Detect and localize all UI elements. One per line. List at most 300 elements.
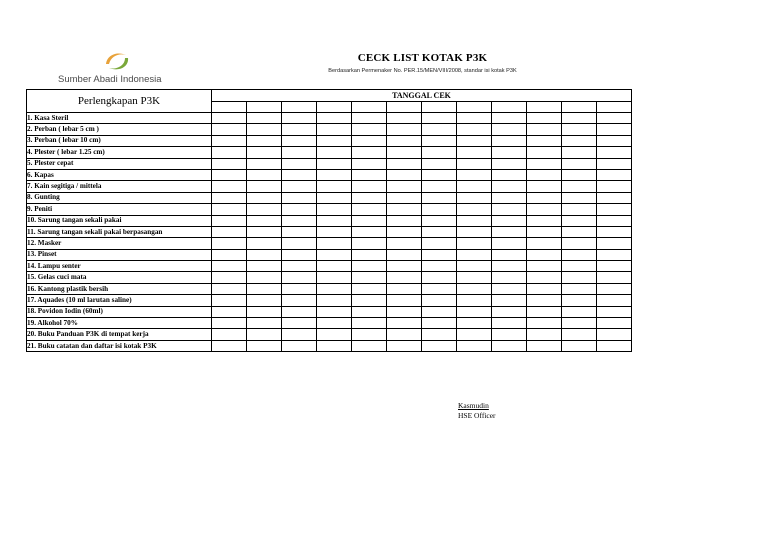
- check-cell[interactable]: [317, 158, 352, 169]
- check-cell[interactable]: [352, 318, 387, 329]
- check-cell[interactable]: [247, 113, 282, 124]
- check-cell[interactable]: [422, 158, 457, 169]
- table-row: [27, 147, 632, 158]
- table-row: [27, 204, 632, 215]
- table-row: [27, 329, 632, 340]
- check-cell[interactable]: [562, 226, 597, 237]
- check-cell[interactable]: [387, 318, 422, 329]
- table-row: [27, 249, 632, 260]
- check-cell[interactable]: [247, 204, 282, 215]
- check-cell[interactable]: [282, 124, 317, 135]
- check-cell[interactable]: [562, 158, 597, 169]
- date-subheader-cell: [562, 101, 597, 113]
- check-cell[interactable]: [387, 215, 422, 226]
- check-cell[interactable]: [562, 306, 597, 317]
- check-cell[interactable]: [352, 124, 387, 135]
- checklist-item: 2. Perban ( lebar 5 cm ): [27, 124, 212, 135]
- check-cell[interactable]: [212, 295, 247, 306]
- check-cell[interactable]: [282, 147, 317, 158]
- check-cell[interactable]: [597, 169, 632, 180]
- check-cell[interactable]: [352, 295, 387, 306]
- check-cell[interactable]: [597, 340, 632, 351]
- check-cell[interactable]: [492, 158, 527, 169]
- check-cell[interactable]: [562, 318, 597, 329]
- check-cell[interactable]: [562, 147, 597, 158]
- check-cell[interactable]: [527, 181, 562, 192]
- check-cell[interactable]: [247, 306, 282, 317]
- check-cell[interactable]: [352, 283, 387, 294]
- check-cell[interactable]: [212, 158, 247, 169]
- check-cell[interactable]: [282, 238, 317, 249]
- checklist-item: 9. Peniti: [27, 204, 212, 215]
- check-cell[interactable]: [492, 283, 527, 294]
- check-cell[interactable]: [597, 295, 632, 306]
- check-cell[interactable]: [212, 340, 247, 351]
- check-cell[interactable]: [282, 181, 317, 192]
- check-cell[interactable]: [352, 329, 387, 340]
- table-row: [27, 272, 632, 283]
- check-cell[interactable]: [317, 318, 352, 329]
- check-cell[interactable]: [492, 340, 527, 351]
- check-cell[interactable]: [387, 261, 422, 272]
- check-cell[interactable]: [597, 135, 632, 146]
- checklist-item: 8. Gunting: [27, 192, 212, 203]
- check-cell[interactable]: [212, 124, 247, 135]
- check-cell[interactable]: [562, 113, 597, 124]
- check-cell[interactable]: [562, 249, 597, 260]
- check-cell[interactable]: [527, 340, 562, 351]
- date-subheader-cell: [212, 101, 247, 113]
- check-cell[interactable]: [562, 215, 597, 226]
- check-cell[interactable]: [562, 261, 597, 272]
- check-cell[interactable]: [597, 215, 632, 226]
- check-cell[interactable]: [422, 192, 457, 203]
- check-cell[interactable]: [387, 204, 422, 215]
- date-subheader-cell: [492, 101, 527, 113]
- check-cell[interactable]: [527, 158, 562, 169]
- check-cell[interactable]: [492, 113, 527, 124]
- check-cell[interactable]: [212, 147, 247, 158]
- check-cell[interactable]: [492, 147, 527, 158]
- check-cell[interactable]: [387, 135, 422, 146]
- company-name: Sumber Abadi Indonesia: [58, 74, 162, 85]
- check-cell[interactable]: [422, 113, 457, 124]
- check-cell[interactable]: [317, 147, 352, 158]
- check-cell[interactable]: [282, 261, 317, 272]
- check-cell[interactable]: [387, 249, 422, 260]
- check-cell[interactable]: [527, 283, 562, 294]
- check-cell[interactable]: [457, 329, 492, 340]
- check-cell[interactable]: [422, 249, 457, 260]
- check-cell[interactable]: [317, 261, 352, 272]
- check-cell[interactable]: [492, 215, 527, 226]
- check-cell[interactable]: [212, 329, 247, 340]
- check-cell[interactable]: [422, 306, 457, 317]
- check-cell[interactable]: [352, 181, 387, 192]
- check-cell[interactable]: [317, 215, 352, 226]
- check-cell[interactable]: [562, 169, 597, 180]
- check-cell[interactable]: [282, 158, 317, 169]
- check-cell[interactable]: [212, 226, 247, 237]
- checklist-item: 12. Masker: [27, 238, 212, 249]
- check-cell[interactable]: [317, 283, 352, 294]
- check-cell[interactable]: [352, 192, 387, 203]
- check-cell[interactable]: [247, 124, 282, 135]
- check-cell[interactable]: [492, 238, 527, 249]
- date-subheader-cell: [527, 101, 562, 113]
- check-cell[interactable]: [527, 147, 562, 158]
- check-cell[interactable]: [247, 158, 282, 169]
- check-cell[interactable]: [422, 147, 457, 158]
- check-cell[interactable]: [597, 147, 632, 158]
- check-cell[interactable]: [422, 215, 457, 226]
- checklist-item: 18. Povidon Iodin (60ml): [27, 306, 212, 317]
- check-cell[interactable]: [282, 283, 317, 294]
- check-cell[interactable]: [212, 306, 247, 317]
- check-cell[interactable]: [247, 238, 282, 249]
- table-row: [27, 295, 632, 306]
- check-cell[interactable]: [562, 295, 597, 306]
- check-cell[interactable]: [247, 226, 282, 237]
- check-cell[interactable]: [282, 215, 317, 226]
- check-cell[interactable]: [212, 283, 247, 294]
- check-cell[interactable]: [422, 340, 457, 351]
- check-cell[interactable]: [457, 295, 492, 306]
- check-cell[interactable]: [492, 226, 527, 237]
- check-cell[interactable]: [597, 329, 632, 340]
- check-cell[interactable]: [562, 238, 597, 249]
- checklist-item: 13. Pinset: [27, 249, 212, 260]
- check-cell[interactable]: [212, 113, 247, 124]
- check-cell[interactable]: [562, 272, 597, 283]
- check-cell[interactable]: [597, 272, 632, 283]
- check-cell[interactable]: [282, 169, 317, 180]
- check-cell[interactable]: [422, 283, 457, 294]
- check-cell[interactable]: [387, 226, 422, 237]
- check-cell[interactable]: [422, 135, 457, 146]
- check-cell[interactable]: [212, 272, 247, 283]
- table-row: [27, 192, 632, 203]
- check-cell[interactable]: [527, 295, 562, 306]
- check-cell[interactable]: [247, 135, 282, 146]
- check-cell[interactable]: [352, 135, 387, 146]
- check-cell[interactable]: [317, 329, 352, 340]
- check-cell[interactable]: [352, 158, 387, 169]
- check-cell[interactable]: [527, 249, 562, 260]
- check-cell[interactable]: [247, 192, 282, 203]
- table-row: [27, 226, 632, 237]
- check-cell[interactable]: [562, 181, 597, 192]
- check-cell[interactable]: [422, 204, 457, 215]
- check-cell[interactable]: [387, 283, 422, 294]
- check-cell[interactable]: [352, 306, 387, 317]
- check-cell[interactable]: [597, 238, 632, 249]
- check-cell[interactable]: [597, 283, 632, 294]
- checklist-item: 6. Kapas: [27, 169, 212, 180]
- check-cell[interactable]: [317, 169, 352, 180]
- check-cell[interactable]: [247, 215, 282, 226]
- check-cell[interactable]: [317, 192, 352, 203]
- check-cell[interactable]: [457, 283, 492, 294]
- check-cell[interactable]: [282, 113, 317, 124]
- check-cell[interactable]: [457, 124, 492, 135]
- check-cell[interactable]: [492, 135, 527, 146]
- checklist-item: 7. Kain segitiga / mittela: [27, 181, 212, 192]
- check-cell[interactable]: [352, 249, 387, 260]
- check-cell[interactable]: [527, 306, 562, 317]
- check-cell[interactable]: [282, 306, 317, 317]
- check-cell[interactable]: [422, 329, 457, 340]
- check-cell[interactable]: [387, 124, 422, 135]
- check-cell[interactable]: [247, 283, 282, 294]
- check-cell[interactable]: [562, 329, 597, 340]
- check-cell[interactable]: [317, 226, 352, 237]
- check-cell[interactable]: [422, 226, 457, 237]
- check-cell[interactable]: [282, 249, 317, 260]
- check-cell[interactable]: [422, 261, 457, 272]
- check-cell[interactable]: [597, 192, 632, 203]
- check-cell[interactable]: [212, 192, 247, 203]
- check-cell[interactable]: [317, 340, 352, 351]
- check-cell[interactable]: [457, 135, 492, 146]
- page-title: CECK LIST KOTAK P3K: [357, 52, 488, 64]
- check-cell[interactable]: [597, 261, 632, 272]
- check-cell[interactable]: [212, 238, 247, 249]
- signature-role: HSE Officer: [458, 411, 496, 420]
- check-cell[interactable]: [597, 158, 632, 169]
- check-cell[interactable]: [562, 192, 597, 203]
- check-cell[interactable]: [492, 318, 527, 329]
- check-cell[interactable]: [282, 226, 317, 237]
- check-cell[interactable]: [457, 181, 492, 192]
- check-cell[interactable]: [282, 272, 317, 283]
- check-cell[interactable]: [422, 295, 457, 306]
- check-cell[interactable]: [352, 238, 387, 249]
- checklist-item: 21. Buku catatan dan daftar isi kotak P3K: [27, 340, 212, 351]
- checklist-item: 1. Kasa Steril: [27, 113, 212, 124]
- check-cell[interactable]: [492, 249, 527, 260]
- table-row: [27, 124, 632, 135]
- check-cell[interactable]: [387, 329, 422, 340]
- checklist-item: 19. Alkohol 70%: [27, 318, 212, 329]
- table-row: [27, 215, 632, 226]
- check-cell[interactable]: [282, 295, 317, 306]
- check-cell[interactable]: [387, 295, 422, 306]
- check-cell[interactable]: [597, 249, 632, 260]
- check-cell[interactable]: [422, 318, 457, 329]
- check-cell[interactable]: [597, 226, 632, 237]
- check-cell[interactable]: [562, 283, 597, 294]
- check-cell[interactable]: [317, 135, 352, 146]
- check-cell[interactable]: [282, 318, 317, 329]
- check-cell[interactable]: [212, 169, 247, 180]
- check-cell[interactable]: [527, 272, 562, 283]
- check-cell[interactable]: [317, 204, 352, 215]
- table-row: [27, 306, 632, 317]
- check-cell[interactable]: [352, 272, 387, 283]
- table-row: [27, 181, 632, 192]
- check-cell[interactable]: [597, 306, 632, 317]
- company-logo: [58, 50, 178, 90]
- checklist-item: 15. Gelas cuci mata: [27, 272, 212, 283]
- check-cell[interactable]: [457, 158, 492, 169]
- check-cell[interactable]: [247, 261, 282, 272]
- check-cell[interactable]: [597, 318, 632, 329]
- check-cell[interactable]: [597, 113, 632, 124]
- check-cell[interactable]: [247, 340, 282, 351]
- check-cell[interactable]: [352, 204, 387, 215]
- check-cell[interactable]: [457, 169, 492, 180]
- checklist-item: 10. Sarung tangan sekali pakai: [27, 215, 212, 226]
- table-header-row: [27, 90, 632, 102]
- check-cell[interactable]: [492, 181, 527, 192]
- check-cell[interactable]: [457, 226, 492, 237]
- date-subheader-cell: [317, 101, 352, 113]
- date-column-header: TANGGAL CEK: [212, 90, 632, 102]
- check-cell[interactable]: [457, 306, 492, 317]
- check-cell[interactable]: [457, 215, 492, 226]
- check-cell[interactable]: [387, 306, 422, 317]
- check-cell[interactable]: [527, 113, 562, 124]
- check-cell[interactable]: [247, 318, 282, 329]
- check-cell[interactable]: [492, 124, 527, 135]
- check-cell[interactable]: [212, 261, 247, 272]
- check-cell[interactable]: [492, 169, 527, 180]
- check-cell[interactable]: [212, 135, 247, 146]
- table-row: [27, 158, 632, 169]
- check-cell[interactable]: [317, 295, 352, 306]
- check-cell[interactable]: [457, 192, 492, 203]
- date-subheader-cell: [457, 101, 492, 113]
- check-cell[interactable]: [387, 272, 422, 283]
- check-cell[interactable]: [597, 124, 632, 135]
- check-cell[interactable]: [317, 124, 352, 135]
- check-cell[interactable]: [457, 272, 492, 283]
- check-cell[interactable]: [492, 306, 527, 317]
- checklist-item: 14. Lampu senter: [27, 261, 212, 272]
- check-cell[interactable]: [282, 340, 317, 351]
- check-cell[interactable]: [247, 169, 282, 180]
- check-cell[interactable]: [527, 124, 562, 135]
- check-cell[interactable]: [352, 169, 387, 180]
- check-cell[interactable]: [422, 124, 457, 135]
- check-cell[interactable]: [387, 158, 422, 169]
- check-cell[interactable]: [247, 295, 282, 306]
- check-cell[interactable]: [212, 215, 247, 226]
- check-cell[interactable]: [492, 272, 527, 283]
- check-cell[interactable]: [492, 295, 527, 306]
- check-cell[interactable]: [212, 318, 247, 329]
- signature-name: Kasmudin: [458, 401, 489, 410]
- check-cell[interactable]: [457, 238, 492, 249]
- check-cell[interactable]: [387, 147, 422, 158]
- table-row: [27, 261, 632, 272]
- check-cell[interactable]: [457, 113, 492, 124]
- check-cell[interactable]: [352, 261, 387, 272]
- check-cell[interactable]: [387, 113, 422, 124]
- check-cell[interactable]: [247, 249, 282, 260]
- check-cell[interactable]: [387, 238, 422, 249]
- check-cell[interactable]: [282, 135, 317, 146]
- check-cell[interactable]: [387, 181, 422, 192]
- check-cell[interactable]: [317, 306, 352, 317]
- check-cell[interactable]: [492, 192, 527, 203]
- check-cell[interactable]: [422, 181, 457, 192]
- date-subheader-cell: [282, 101, 317, 113]
- check-cell[interactable]: [422, 238, 457, 249]
- check-cell[interactable]: [527, 135, 562, 146]
- check-cell[interactable]: [212, 204, 247, 215]
- date-subheader-cell: [387, 101, 422, 113]
- check-cell[interactable]: [597, 204, 632, 215]
- check-cell[interactable]: [527, 169, 562, 180]
- check-cell[interactable]: [247, 147, 282, 158]
- check-cell[interactable]: [247, 181, 282, 192]
- check-cell[interactable]: [317, 113, 352, 124]
- check-cell[interactable]: [527, 226, 562, 237]
- check-cell[interactable]: [352, 215, 387, 226]
- check-cell[interactable]: [387, 340, 422, 351]
- check-cell[interactable]: [562, 340, 597, 351]
- page-subtitle: Berdasarkan Permenaker No. PER.15/MEN/VIII/2008, standar isi kotak P3K: [328, 68, 517, 74]
- check-cell[interactable]: [317, 238, 352, 249]
- checklist-item: 16. Kantong plastik bersih: [27, 283, 212, 294]
- check-cell[interactable]: [212, 181, 247, 192]
- check-cell[interactable]: [317, 249, 352, 260]
- check-cell[interactable]: [317, 272, 352, 283]
- checklist-item: 11. Sarung tangan sekali pakai berpasangan: [27, 226, 212, 237]
- check-cell[interactable]: [352, 147, 387, 158]
- check-cell[interactable]: [352, 226, 387, 237]
- check-cell[interactable]: [597, 181, 632, 192]
- check-cell[interactable]: [212, 249, 247, 260]
- check-cell[interactable]: [457, 261, 492, 272]
- check-cell[interactable]: [457, 249, 492, 260]
- check-cell[interactable]: [562, 124, 597, 135]
- check-cell[interactable]: [352, 113, 387, 124]
- check-cell[interactable]: [422, 169, 457, 180]
- check-cell[interactable]: [562, 204, 597, 215]
- check-cell[interactable]: [282, 192, 317, 203]
- check-cell[interactable]: [527, 329, 562, 340]
- check-cell[interactable]: [527, 204, 562, 215]
- check-cell[interactable]: [527, 192, 562, 203]
- checklist-item: 4. Plester ( lebar 1.25 cm): [27, 147, 212, 158]
- check-cell[interactable]: [457, 318, 492, 329]
- check-cell[interactable]: [282, 329, 317, 340]
- check-cell[interactable]: [492, 261, 527, 272]
- check-cell[interactable]: [387, 169, 422, 180]
- check-cell[interactable]: [492, 329, 527, 340]
- check-cell[interactable]: [457, 204, 492, 215]
- check-cell[interactable]: [282, 204, 317, 215]
- check-cell[interactable]: [492, 204, 527, 215]
- check-cell[interactable]: [247, 272, 282, 283]
- check-cell[interactable]: [527, 318, 562, 329]
- check-cell[interactable]: [527, 261, 562, 272]
- check-cell[interactable]: [457, 340, 492, 351]
- check-cell[interactable]: [247, 329, 282, 340]
- check-cell[interactable]: [457, 147, 492, 158]
- check-cell[interactable]: [562, 135, 597, 146]
- table-row: [27, 238, 632, 249]
- check-cell[interactable]: [352, 340, 387, 351]
- check-cell[interactable]: [387, 192, 422, 203]
- check-cell[interactable]: [317, 181, 352, 192]
- check-cell[interactable]: [527, 215, 562, 226]
- check-cell[interactable]: [422, 272, 457, 283]
- check-cell[interactable]: [527, 238, 562, 249]
